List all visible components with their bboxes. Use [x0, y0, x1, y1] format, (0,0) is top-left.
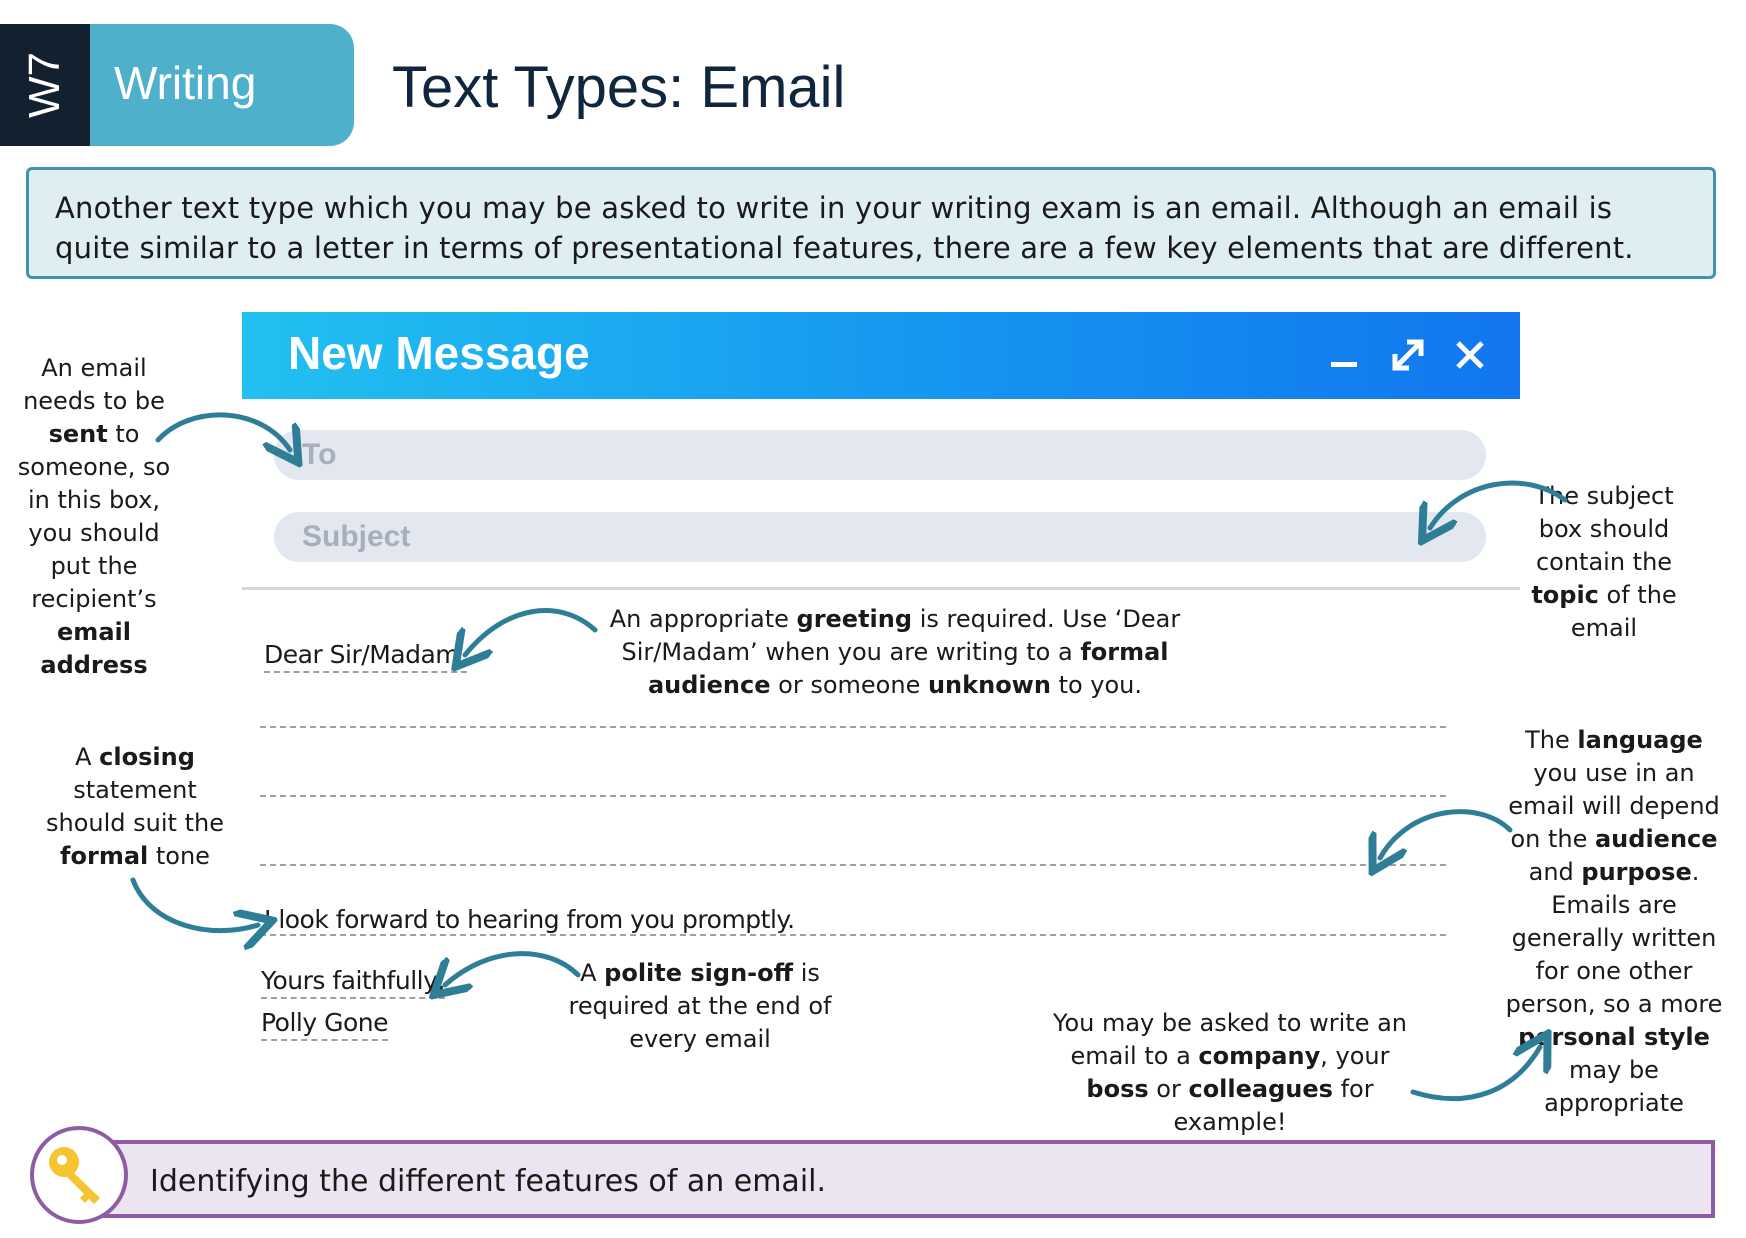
sender-name: Polly Gone [261, 1008, 388, 1041]
key-icon [34, 1130, 124, 1220]
note-company: You may be asked to write an email to a company, your boss or colleagues for example! [1052, 1009, 1408, 1136]
page-title: Text Types: Email [392, 55, 846, 120]
arrow-closing [133, 880, 258, 931]
note-language: The language you use in an email will depend on the audience and purpose. Emails are generally written for one other person, so a more personal style may be appropriate [1505, 726, 1723, 1117]
key-badge [30, 1126, 128, 1224]
learning-objective [100, 1140, 1715, 1218]
note-closing: A closing statement should suit the formal tone [46, 743, 224, 870]
arrow-language [1380, 812, 1510, 858]
subject-label: Writing [114, 57, 257, 109]
lesson-code: W7 [20, 52, 69, 118]
note-subject-box: The subject box should contain the topic of the email [1531, 482, 1677, 642]
note-greeting: An appropriate greeting is required. Use ‘Dear Sir/Madam’ when you are writing to a formal audience or someone unknown to you. [609, 605, 1181, 699]
signoff-line: Yours faithfully, [261, 966, 445, 999]
intro-text: Another text type which you may be asked to write in your writing exam is an email. Although an email is quite similar to a letter in terms of presentational features, there are a few key elements that are different. [55, 191, 1634, 265]
arrow-greeting [465, 611, 595, 655]
arrow-company [1413, 1047, 1540, 1099]
closing-line: I look forward to hearing from you promptly. [264, 905, 795, 934]
note-sent-to: An email needs to be sent to someone, so in this box, you should put the recipient’s email address [17, 354, 171, 679]
arrow-to-field [158, 415, 290, 450]
greeting-line: Dear Sir/Madam, [264, 640, 467, 673]
arrow-signoff [445, 954, 578, 985]
to-placeholder: To [302, 438, 337, 471]
note-signoff: A polite sign-off is required at the end of every email [568, 959, 832, 1053]
email-window-title: New Message [288, 327, 590, 379]
subject-placeholder: Subject [302, 520, 411, 553]
arrow-subject-field [1430, 483, 1565, 528]
objective-text: Identifying the different features of an email. [150, 1164, 827, 1199]
